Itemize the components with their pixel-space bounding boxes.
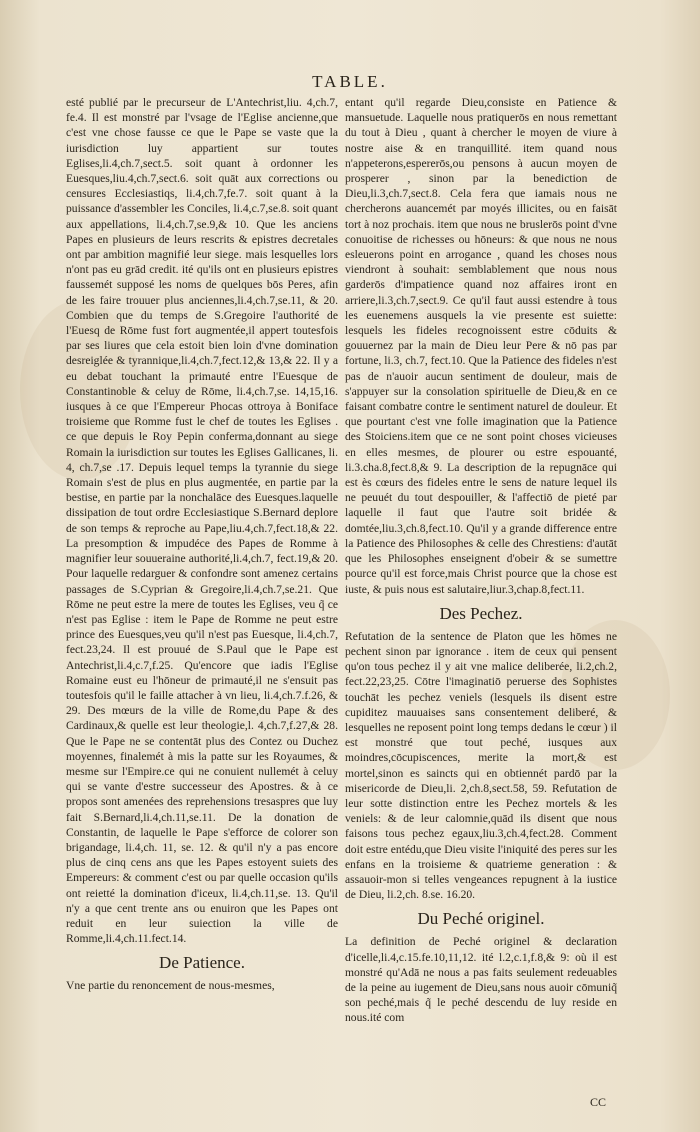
signature-mark: CC — [590, 1095, 607, 1109]
index-paragraph: esté publié par le precurseur de L'Antechrist,liu. 4,ch.7, fe.4. Il est monstré par l'vsage de l'Eglise ancienne,que c'est vne chose fausse ce que le Pape se vaste que la iurisdiction luy appartient sur toutes Eglises,li.4,ch.7,sect.5. soit quant à ordonner les Euesques,liu.4,ch.7,sect.6. soit quāt aux corrections ou censures Ecclesiastiqs, li.4,ch.7,fe.7. soit quant à la puissance d'assembler les Conciles, li.4,c.7,se.8. soit quant aux appellations, li.4,ch.7,se.9,& 10. Que les anciens Papes en plusieurs de leurs rescrits & epistres decretales ont par ambition magnifié leur siege. mais lesquelles lors n'ont pas eu grād credit. ité qu'ils ont en plusieurs epistres faussemét supposé les noms de quelques bōs Peres, afin de les faire trouuer plus anciennes,li.4,ch.7,se.11, & 20. Combien que du temps de S.Gregoire l'authorité de l'Euesq de Rōme fust fort augmentée,il appert toutesfois par ses liures que cela estoit bien loin d'vne domination desreiglée & tyrannique,li.4,ch.7,fect.12,& 13,& 22. Il y a eu debat touchant la primauté entre l'Euesque de Constantinoble & celuy de Rōme, li.4,ch.7,se. 14,15,16. iusques à ce que l'Empereur Phocas ottroya à Boniface troisieme que Romme fust le chef de toutes les Eglises . ce que depuis le Roy Pepin conferma,donnant au siege Romain la iurisdiction sur toutes les Eglises Gallicanes, li. 4, ch.7,se .17. Depuis lequel temps la tyrannie du siege Romain s'est de plus en plus augmentée, en partie par la bestise, en partie par la nonchalāce des Euesques.laquelle dissipation de tout ordre Ecclesiastique S.Bernard deplore de son temps & reproche au Pape,liu.4,ch.7,fect.18,& 22. La presomption & impudéce des Papes de Romme à magnifier leur souueraine authorité,li.4,ch.7, fect.19,& 20. Pour laquelle redarguer & confondre sont amenez certains passages de S.Cyprian & Gregoire,li.4,ch.7,se.21. Que Rōme ne peut estre la mere de toutes les Eglises, veu q̃ ce n'est pas Eglise : item le Pape de Romme ne peut estre prince des Euesques,veu qu'il n'est pas Euesque, li.4,ch.7, fect.23,24. Il est prouué de S.Paul que le Pape est Antechrist,li.4,c.7,f.25. Qu'encore que iadis l'Eglise Romaine eust eu l'hōneur de primauté,il ne s'ensuit pas toutesfois qu'il le faille attacher à vn lieu, li.4,ch.7.f.26, & 29. Des mœurs de la ville de Rome,du Pape & des Cardinaux,& quelle est leur theologie,l. 4,ch.7,f.27,& 28. Que le Pape ne se contentāt plus des Contez ou Duchez moyennes, finalemét à mis la patte sur les Royaumes, & mesme sur l'Empire.ce qui ne conuient nullemét à celuy qui se vante d'estre successeur des Apostres. & à ce propos sont amenées des reprehensions tresaspres que luy fait S.Bernard,li.4,ch.11,se.11. De la donation de Constantin, de laquelle le Pape s'efforce de colorer son brigandage, li.4,ch. 11, se. 12. & qu'il n'y a pas encore plus de cinq cens ans que les Papes estoyent suiets des Empereurs: & comment c'est ou par quelle occasion qu'ils ont reietté la domination d'iceux, li.4,ch.11,se. 13. Qu'il n'y a que cent trente ans ou enuiron que les Papes ont reduit en leur suiection la ville de Romme,li.4,ch.11.fect.14. — [66, 96, 338, 946]
section-heading: De Patience. — [159, 953, 245, 973]
section-heading: Du Peché originel. — [417, 909, 545, 929]
section-heading: Des Pechez. — [439, 603, 523, 623]
index-paragraph: Vne partie du renoncement de nous-mesmes, — [66, 979, 275, 993]
index-paragraph: entant qu'il regarde Dieu,consiste en Patience & mansuetude. Laquelle nous pratiquerōs en nous remettant du tout à Dieu , quant à chercher le moyen de viure à nostre aise & en tranquillité. item quand nous n'appeterons,espererōs,ou pensons à aucun moyen de prosperer , sinon par la benediction de Dieu,li.3,ch.7,sect.8. Cela fera que iamais nous ne chercherons auancemét par moyés illicites, ou en faisāt tort à noz prochais. item que nous ne bruslerōs point d'vne conuoitise de richesses ou hōneurs: & que nous ne nous esleuerons point en arrogance , quand les choses nous viendront à souhait: semblablement que nous nous garderōs d'impatience quand noz affaires iront en arriere,li.3,ch.7,sect.9. Ce qu'il faut aussi estendre à tous les euenemens ausquels la vie presente est suiette: lesquels les fideles recognoissent estre cōduits & gouuernez par la main de Dieu leur Pere & nō pas par fortune, li.3, ch.7, fect.10. Que la Patience des fideles n'est pas de n'auoir aucun sentiment de douleur, mais de s'appuyer sur la consolation spirituelle de Dieu,& en ce faisant combatre contre le sentiment naturel de douleur. Et que pourtant c'est vne folle imagination que la Patience des Stoiciens.item que ce ne sont point choses vicieuses en elles mesmes, de plourer ou estre espouanté, li.3.cha.8,fect.8,& 9. La description de la repugnāce qui est ès cœurs des fideles entre le sens de nature lequel ils ne peuuét du tout despouiller, & l'affectiō de pieté par laquelle il faut que l'autre soit bridée & domtée,liu.3,ch.8,fect.10. Qu'il y a grande difference entre la Patience des Philosophes & celle des Chrestiens: d'autāt que les Philosophes enseignent d'obeir & se sumettre pource qu'il est force,mais Christ pource que la chose est iuste, & puis nous est salutaire,liur.3,chap.8,fect.11. — [345, 96, 617, 596]
index-paragraph: La definition de Peché originel & declaration d'icelle,li.4,c.15.fe.10,11,12. ité l.2,c.1,f.8,& 9: où il est monstré qu'Adā ne nous a pas faits seulement redeuables de la peine au iugement de Dieu,sans nous auoir cōmuniq̃ son peché,mais q̃ le peché descendu de luy reside en nous.ité com — [345, 935, 617, 1025]
index-paragraph: Refutation de la sentence de Platon que les hōmes ne pechent sinon par ignorance . item de ceux qui pensent qu'on tous pechez il y ait vne malice deliberée, li.2,ch.2, fect.22,23,25. Cōtre l'imaginatiō peruerse des Sophistes touchāt les pechez veniels (lesquels ils disent estre cupiditez mauuaises sans consentement deliberé, & lesquelles ne reposent point long temps dedans le cœur ) il est monstré que tout peché, iusques aux moindres,cōcupiscences, merite la mort,& est mortel,sinon es saincts qui en obtiennét pardō par la misericorde de Dieu,li. 2,ch.8,sect.58, 59. Refutation de leur sotte distinction entre les Pechez mortels & les veniels: & de leur calomnie,quād ils disent que nous faisons tous pechez egaux,liu.3,ch.4,fect.28. Comment doit estre entédu,que Dieu visite l'iniquité des peres sur les enfans en la troisieme & quatrieme generation : & assauoir-mon si telles vengeances repugnent à la iustice de Dieu, li.2,ch. 8.se. 16.20. — [345, 629, 617, 902]
right-column — [345, 95, 617, 1026]
running-head: TABLE. — [312, 72, 388, 91]
left-column — [66, 95, 338, 994]
